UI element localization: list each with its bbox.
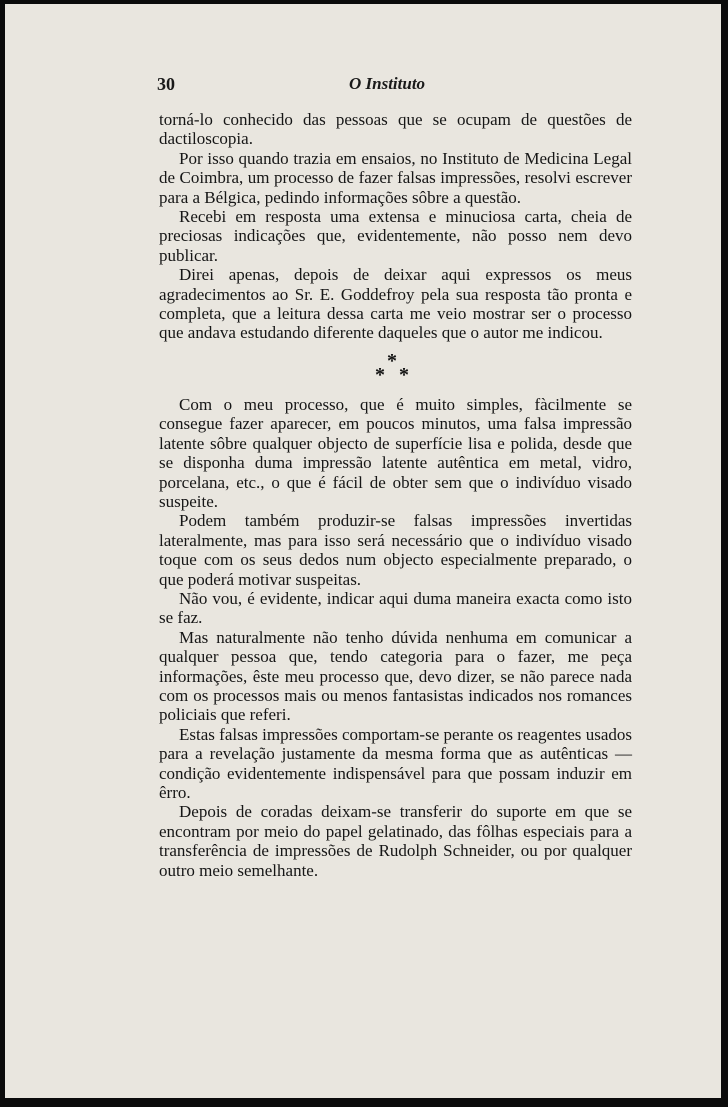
asterism-star-1: * (387, 349, 397, 372)
page-header (157, 74, 637, 98)
paragraph-8: Mas naturalmente não tenho dúvida nenhuma em comunicar a qualquer pessoa que, tendo categoria para o fazer, me peça informações, êste meu processo que, devo dizer, se não parece nada com os processos mais ou menos fantasistas indicados nos romances policiais que referi. (159, 627, 632, 725)
body-text (159, 110, 632, 880)
paragraph-6: Podem também produzir-se falsas impressões invertidas lateralmente, mas para isso será necessário que o indivíduo visado toque com os seus dedos num objecto especialmente preparado, o que poderá motivar suspeitas. (159, 511, 632, 589)
asterism-star-2: * (375, 363, 385, 386)
paragraph-2: Por isso quando trazia em ensaios, no Instituto de Medicina Legal de Coimbra, um processo de fazer falsas impressões, resolvi escrever para a Bélgica, pedindo informações sôbre a questão. (159, 148, 632, 207)
running-title: O Instituto (349, 74, 426, 93)
paragraph-3: Recebi em resposta uma extensa e minuciosa carta, cheia de preciosas indicações que, evidentemente, não posso nem devo publicar. (159, 207, 632, 265)
asterism-star-3: * (399, 363, 409, 386)
book-page (5, 4, 721, 1098)
page-number: 30 (157, 74, 175, 94)
paragraph-7: Não vou, é evidente, indicar aqui duma maneira exacta como isto se faz. (159, 588, 632, 628)
paragraph-10: Depois de coradas deixam-se transferir do suporte em que se encontram por meio do papel gelatinado, das fôlhas especiais para a transferência de impressões de Rudolph Schneider, ou por qualquer outro meio semelhante. (159, 802, 632, 880)
paragraph-9: Estas falsas impressões comportam-se perante os reagentes usados para a revelação justamente da mesma forma que as autênticas — condição evidentemente indispensável para que possam induzir em êrro. (159, 724, 632, 802)
section-asterism (159, 343, 632, 395)
paragraph-1: torná-lo conhecido das pessoas que se ocupam de questões de dactiloscopia. (159, 110, 632, 149)
paragraph-5: Com o meu processo, que é muito simples, fàcilmente se consegue fazer aparecer, em poucos minutos, uma falsa impressão latente sôbre qualquer objecto de superfície lisa e polida, desde que se disponha duma impressão latente autêntica em metal, vidro, porcelana, etc., o que é fácil de obter sem que o indivíduo visado suspeite. (159, 394, 632, 511)
paragraph-4: Direi apenas, depois de deixar aqui expressos os meus agradecimentos ao Sr. E. Goddefroy pela sua resposta tão pronta e completa, que a leitura dessa carta me veio mostrar ser o processo que andava estudando diferente daqueles que o autor me indicou. (159, 265, 632, 343)
